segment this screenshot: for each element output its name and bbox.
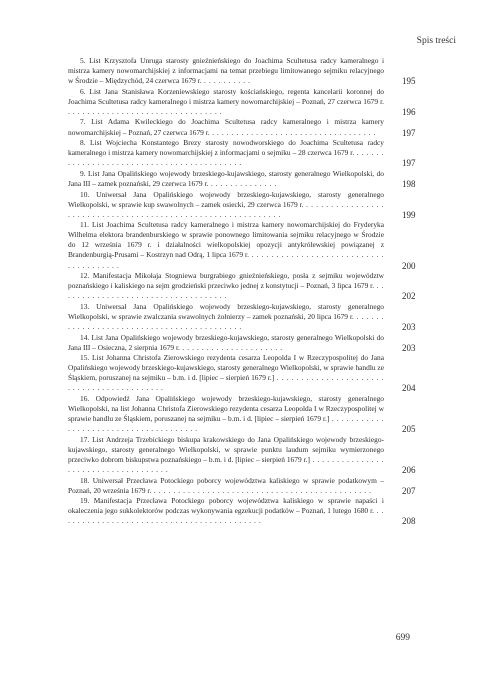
entry-text: 17. List Andrzeja Trzebickiego biskupa krakowskiego do Jana Opalińskiego wojewody brzeskiego-kujawskiego, starosty generalnego Wielkopolski, w sprawie punktu laudum sejmiku wymierzonego przeciwko dobrom biskupstwa poznańskiego – b.m. i d. [lipiec – sierpień 1679 r.]	[68, 434, 384, 464]
page-number: 199	[402, 209, 416, 220]
entry-text: 18. Uniwersał Przecława Potockiego poborcy województwa kaliskiego w sprawie podatkowym – Poznań, 20 września 1679 r.	[68, 475, 384, 495]
table-of-contents	[68, 56, 414, 527]
page-number: 200	[402, 260, 416, 271]
toc-entry	[68, 56, 414, 86]
entry-text: 7. List Adama Kwileckiego do Joachima Scultetusa radcy kameralnego i mistrza kamery nowomarchijskiej – Poznań, 27 czerwca 1679 r.	[68, 117, 384, 137]
entry-text: 14. List Jana Opalińskiego wojewody brzeskiego-kujawskiego, starosty generalnego Wielkopolski do Jana III – Osieczna, 2 sierpnia 1679 r.	[68, 332, 384, 352]
toc-entry	[68, 333, 414, 353]
entry-text: 5. List Krzysztofa Unruga starosty gnieźnieńskiego do Joachima Scultetusa radcy kameralnego i mistrza kamery nowomarchijskiej z informacjami na temat przebiegu limitowanego sejmiku relacyjnego w Środzie – Międzychód, 24 czerwca 1679 r.	[68, 56, 384, 86]
page-number: 203	[402, 342, 416, 353]
dot-leader: . . . . . . . . . . . . . . . . . . . . . . . . . . . . . . . . . . . . . . . . . . . . . . . . . . . . . . . . . . . .	[68, 199, 384, 219]
running-head: Spis treści	[416, 36, 456, 46]
dot-leader: . . . . . . . . . . . . . . . . . . . . . . . . . . . . . . . . . . . . . . . . . .	[68, 373, 384, 393]
toc-entry	[68, 87, 414, 117]
entry-text: 10. Uniwersał Jana Opalińskiego wojewody brzeskiego-kujawskiego, starosty generalnego Wielkopolski, w sprawie kup swawolnych – zamek osiecki, 29 czerwca 1679 r.	[68, 189, 384, 209]
entry-text: 8. List Wojciecha Konstantego Brezy starosty nowodworskiego do Joachima Scultetusa radcy kameralnego i mistrza kamery nowomarchijskiej z informacjami o sejmiku – 28 czerwca 1679 r.	[68, 138, 384, 158]
toc-entry	[68, 190, 414, 220]
page-number: 202	[402, 291, 416, 302]
toc-entry	[68, 476, 414, 496]
dot-leader: . . . . . . . . . . . . . . . . . . . . . . . . . . . . . . . . . . . . . .	[68, 414, 384, 434]
page-number: 195	[402, 76, 416, 87]
page-number: 197	[402, 127, 416, 138]
page-number: 197	[402, 158, 416, 169]
toc-entry	[68, 353, 414, 393]
entry-text: 11. List Joachima Scultetusa radcy kameralnego i mistrza kamery nowomarchijskiej do Fryderyka Wilhelma elektora brandenburskiego w sprawie ponownego limitowania sejmiku relacyjnego w Środzie do 12 września 1679 r. i działalności wielkopolskiej opozycji antykrólewskiej powiązanej z Brandenburgią-Prusami – Kostrzyn nad Odrą, 1 lipca 1679 r.	[68, 220, 384, 260]
toc-entry	[68, 169, 414, 189]
entry-text: 9. List Jana Opalińskiego wojewody brzeskiego-kujawskiego, starosty generalnego Wielkopolski, do Jana III – zamek poznański, 29 czerwca 1679 r.	[68, 168, 384, 188]
page-number: 205	[402, 424, 416, 435]
page-number: 204	[402, 383, 416, 394]
dot-leader: . . . . . . . . . . . . . . . . . . . . . . . . . . . . . . . . . . . . . . . . . .	[68, 311, 385, 331]
dot-leader: . . . . . . . . . . . . . . . . . . . . . . . . . . . . . . . . . . . .	[68, 454, 384, 474]
toc-entry	[68, 302, 414, 332]
dot-leader: . . . . . . . . . . . . . . . . . . . . . . . . . . . . . . . . . . . . . . . . . . . . .	[151, 485, 372, 495]
entry-text: 13. Uniwersał Jana Opalińskiego wojewody brzeskiego-kujawskiego, starosty generalnego Wielkopolski, w sprawie zwalczania swawolnych żołnierzy – zamek poznański, 20 lipca 1679 r.	[68, 301, 384, 321]
toc-entry	[68, 496, 414, 526]
entry-text: 12. Manifestacja Mikołaja Stogniewa burgrabiego gnieźnieńskiego, posła z sejmiku województw poznańskiego i kaliskiego na sejm grodzieński przeciwko jednej z konstytucji – Poznań, 3 lipca 1679 r.	[68, 271, 384, 291]
entry-text: 6. List Jana Stanisława Korzeniewskiego starosty kościańskiego, regenta kancelarii koronnej do Joachima Scultetusa radcy kameralnego i mistrza kamery nowomarchijskiej – Poznań, 27 czerwca 1679 r.	[68, 86, 384, 106]
page-number: 207	[402, 485, 416, 496]
dot-leader: . . . . . . . . . . . . . . . . . . . . .	[179, 342, 283, 352]
dot-leader: . . . . . . . . . . . . . . . . . . . . . . . . . . . . . . . . . . . . . . . . . .	[68, 148, 385, 168]
entry-text: 15. List Johanna Christofa Zierowskiego rezydenta cesarza Leopolda I w Rzeczypospolitej do Jana Opalińskiego wojewody brzeskiego-kujawskiego, starosty generalnego Wielkopolski, w sprawie handlu ze Śląskiem, poruszanej na sejmiku – b.m. i d. [lipiec – sierpień 1679 r.]	[68, 353, 384, 383]
dot-leader: . . . . . . . . . . . . . . . . . . . . . . . . . . . . . . . .	[68, 106, 223, 116]
toc-entry	[68, 394, 414, 434]
toc-entry	[68, 435, 414, 475]
dot-leader: . . . . . . . . . . . . . . . . . . . . . . . . . . . . . . . . . .	[209, 127, 377, 137]
toc-entry	[68, 117, 414, 137]
dot-leader: . . . . . . . . . . . . . . . . . . . . . . . . . . . . . . . . . . . . . .	[68, 250, 384, 270]
page-number: 198	[402, 178, 416, 189]
dot-leader: . . . . . . . . . . . . . . . . . . . . . . . . . . . . . . . . . . .	[68, 281, 385, 301]
dot-leader: . . . . . . . . . . . . . . . . . . . . . . . . . . . . . . . . . . . . . . . . . .	[68, 506, 384, 526]
toc-entry	[68, 220, 414, 270]
toc-entry	[68, 138, 414, 168]
entry-text: 16. Odpowiedź Jana Opalińskiego wojewody brzeskiego-kujawskiego, starosty generalnego Wielkopolski, na list Johanna Christofa Zierowskiego rezydenta cesarza Leopolda I w Rzeczypospolitej w sprawie handlu ze Śląskiem, poruszanej na sejmiku – b.m. i d. [lipiec – sierpień 1679 r.]	[68, 394, 384, 424]
entry-text: 19. Manifestacja Przecława Potockiego poborcy województwa kaliskiego w sprawie napaści i okaleczenia jego sukkolektorów podczas wykonywania egzekucji podatków – Poznań, 1 lutego 1680 r.	[68, 496, 384, 516]
page-number: 203	[402, 322, 416, 333]
dot-leader: . . . . . . . . . .	[201, 76, 251, 86]
page-number: 196	[402, 106, 416, 117]
page-number: 208	[402, 516, 416, 527]
dot-leader: . . . . . . . . . . . . . .	[208, 178, 277, 188]
toc-entry	[68, 271, 414, 301]
page-folio: 699	[395, 633, 410, 643]
page-number: 206	[402, 465, 416, 476]
